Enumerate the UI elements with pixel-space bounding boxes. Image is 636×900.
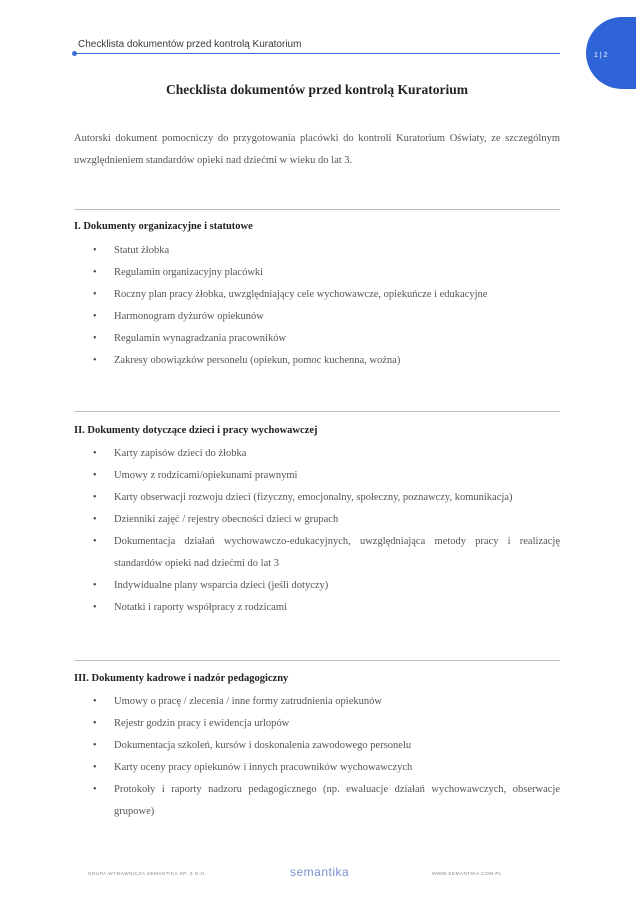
- list-item-text: Notatki i raporty współpracy z rodzicami: [114, 602, 287, 613]
- section-divider: [74, 411, 560, 412]
- header-rule: [74, 53, 560, 54]
- list-item: [74, 443, 560, 465]
- list-item: [74, 575, 560, 597]
- list-item-text: Regulamin wynagradzania pracowników: [114, 333, 287, 344]
- section-list: [74, 691, 560, 823]
- section-list: [74, 443, 560, 619]
- bullet-icon: •: [93, 784, 97, 795]
- bullet-icon: •: [93, 492, 97, 503]
- footer-logo: semantika: [290, 865, 350, 879]
- list-item-text: Rejestr godzin pracy i ewidencja urlopów: [114, 718, 290, 729]
- bullet-icon: •: [93, 289, 97, 300]
- bullet-icon: •: [93, 740, 97, 751]
- list-item-text: Karty oceny pracy opiekunów i innych pracowników wychowawczych: [114, 762, 413, 773]
- section-list: [74, 240, 560, 372]
- page-number: 1 | 2: [594, 52, 608, 59]
- list-item: [74, 509, 560, 531]
- bullet-icon: •: [93, 311, 97, 322]
- list-item: [74, 691, 560, 713]
- bullet-icon: •: [93, 448, 97, 459]
- list-item-text: Protokoły i raporty nadzoru pedagogicznego (np. ewaluacje działań wychowawczych, obserwacje grupowe): [114, 784, 560, 817]
- list-item: [74, 306, 560, 328]
- list-item-text: Umowy z rodzicami/opiekunami prawnymi: [114, 470, 298, 481]
- section-title: III. Dokumenty kadrowe i nadzór pedagogiczny: [74, 673, 289, 684]
- footer-website: WWW.SEMANTIKA.COM.PL: [432, 872, 503, 877]
- bullet-icon: •: [93, 602, 97, 613]
- list-item-text: Karty zapisów dzieci do żłobka: [114, 448, 247, 459]
- list-item: [74, 757, 560, 779]
- list-item: [74, 240, 560, 262]
- list-item-text: Indywidualne plany wsparcia dzieci (jeśli dotyczy): [114, 580, 329, 591]
- list-item-text: Dokumentacja działań wychowawczo-edukacyjnych, uwzględniająca metody pracy i realizację standardów opieki nad dziećmi do lat 3: [114, 536, 560, 569]
- bullet-icon: •: [93, 470, 97, 481]
- list-item: [74, 531, 560, 575]
- list-item-text: Harmonogram dyżurów opiekunów: [114, 311, 264, 322]
- list-item-text: Dzienniki zajęć / rejestry obecności dzieci w grupach: [114, 514, 339, 525]
- list-item: [74, 735, 560, 757]
- section-title: I. Dokumenty organizacyjne i statutowe: [74, 221, 253, 232]
- bullet-icon: •: [93, 245, 97, 256]
- list-item-text: Statut żłobka: [114, 245, 170, 256]
- list-item-text: Zakresy obowiązków personelu (opiekun, pomoc kuchenna, woźna): [114, 355, 401, 366]
- list-item-text: Umowy o pracę / zlecenia / inne formy zatrudnienia opiekunów: [114, 696, 382, 707]
- section-divider: [74, 209, 560, 210]
- list-item: [74, 350, 560, 372]
- list-item: [74, 328, 560, 350]
- list-item-text: Dokumentacja szkoleń, kursów i doskonalenia zawodowego personelu: [114, 740, 412, 751]
- section-title: II. Dokumenty dotyczące dzieci i pracy wychowawczej: [74, 425, 318, 436]
- list-item: [74, 262, 560, 284]
- running-header: Checklista dokumentów przed kontrolą Kuratorium: [78, 39, 302, 50]
- list-item-text: Roczny plan pracy żłobka, uwzględniający cele wychowawcze, opiekuńcze i edukacyjne: [114, 289, 488, 300]
- bullet-icon: •: [93, 333, 97, 344]
- list-item-text: Karty obserwacji rozwoju dzieci (fizyczny, emocjonalny, społeczny, poznawczy, komunikacja): [114, 492, 513, 503]
- section-divider: [74, 660, 560, 661]
- bullet-icon: •: [93, 536, 97, 547]
- list-item: [74, 487, 560, 509]
- bullet-icon: •: [93, 355, 97, 366]
- list-item: [74, 284, 560, 306]
- intro-paragraph: Autorski dokument pomocniczy do przygotowania placówki do kontroli Kuratorium Oświaty, ze szczególnym uwzględnieniem standardów opieki nad dziećmi w wieku do lat 3.: [74, 133, 560, 166]
- list-item: [74, 465, 560, 487]
- list-item: [74, 779, 560, 823]
- bullet-icon: •: [93, 514, 97, 525]
- document-title: Checklista dokumentów przed kontrolą Kuratorium: [165, 82, 468, 97]
- bullet-icon: •: [93, 696, 97, 707]
- list-item: [74, 597, 560, 619]
- bullet-icon: •: [93, 762, 97, 773]
- list-item-text: Regulamin organizacyjny placówki: [114, 267, 264, 278]
- bullet-icon: •: [93, 718, 97, 729]
- bullet-icon: •: [93, 580, 97, 591]
- bullet-icon: •: [93, 267, 97, 278]
- footer-publisher: GRUPA WYDAWNICZA SEMANTIKA SP. Z O.O.: [88, 872, 207, 877]
- list-item: [74, 713, 560, 735]
